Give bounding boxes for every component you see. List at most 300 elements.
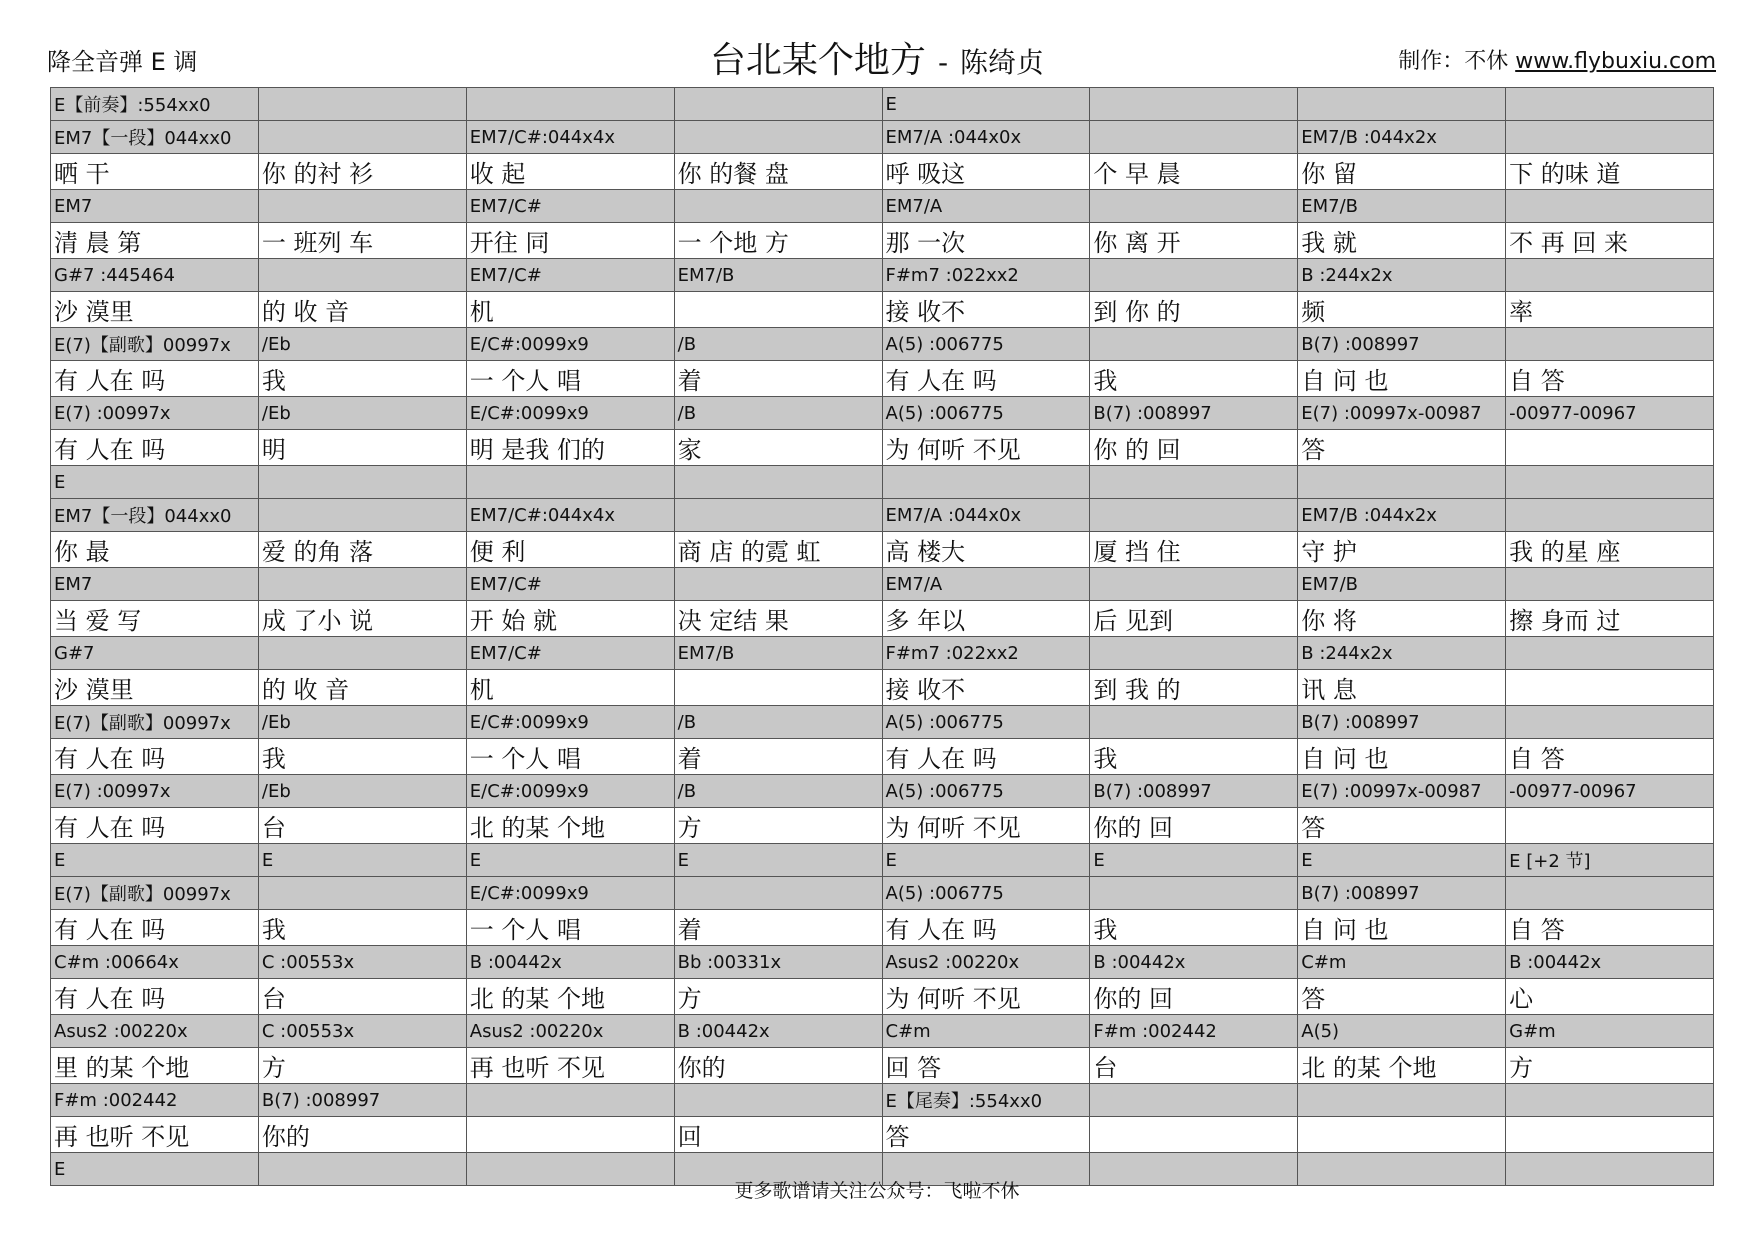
cell-text: 守 护 [1301, 538, 1357, 566]
cell-text: 率 [1509, 298, 1534, 326]
song-title: 台北某个地方 [709, 40, 926, 81]
lyric-cell [674, 1048, 882, 1084]
chord-cell [51, 328, 259, 361]
cell-text: /Eb [261, 780, 291, 802]
chord-cell [258, 877, 466, 910]
cell-text: A(5) :006775 [885, 780, 1004, 802]
lyric-cell [1090, 739, 1298, 775]
lyric-cell [258, 670, 466, 706]
cell-text: 沙 漠里 [54, 676, 134, 704]
chord-row [51, 88, 1714, 121]
cell-text: E(7) :00997x [54, 402, 171, 424]
chord-cell [1298, 88, 1506, 121]
chord-cell [258, 946, 466, 979]
cell-text: 着 [677, 367, 702, 395]
cell-text: A(5) [1301, 1020, 1340, 1042]
cell-text: C#m [885, 1020, 931, 1042]
lyric-cell [1298, 739, 1506, 775]
cell-text: /Eb [261, 402, 291, 424]
cell-text: 我 [1093, 367, 1118, 395]
chord-cell [466, 568, 674, 601]
lyric-cell [1506, 292, 1714, 328]
cell-text: F#m :002442 [1093, 1020, 1217, 1042]
cell-text: /B [677, 780, 697, 802]
chord-cell [674, 775, 882, 808]
cell-text: E [+2 节] [1509, 851, 1591, 872]
lyric-row [51, 670, 1714, 706]
cell-text: E [54, 849, 66, 871]
cell-text: 我 [261, 916, 286, 944]
chord-cell [674, 637, 882, 670]
cell-text: 答 [1301, 436, 1326, 464]
chord-cell [1506, 499, 1714, 532]
cell-text: 自 问 也 [1301, 916, 1389, 944]
chord-cell [466, 775, 674, 808]
lyric-cell [1506, 979, 1714, 1015]
lyric-cell [1298, 808, 1506, 844]
lyric-cell [1090, 670, 1298, 706]
lyric-row [51, 223, 1714, 259]
cell-text: E/C#:0099x9 [469, 882, 589, 904]
cell-text: 你 留 [1301, 160, 1357, 188]
chord-cell [1506, 190, 1714, 223]
chord-cell [51, 88, 259, 121]
cell-text: -00977-00967 [1509, 402, 1637, 424]
chord-cell [1090, 190, 1298, 223]
chord-cell [258, 1084, 466, 1117]
chord-cell [466, 88, 674, 121]
chord-cell [1506, 877, 1714, 910]
cell-text: 着 [677, 916, 702, 944]
cell-text: B(7) :008997 [1301, 711, 1420, 733]
cell-text: 方 [677, 814, 702, 842]
cell-text: 回 答 [885, 1054, 942, 1082]
cell-text: E [677, 849, 689, 871]
chord-cell [1090, 466, 1298, 499]
chord-cell [258, 259, 466, 292]
cell-text: E [261, 849, 274, 871]
chord-row [51, 946, 1714, 979]
chord-row [51, 190, 1714, 223]
chord-cell [1090, 637, 1298, 670]
maker-label: 制作：不休 [1398, 49, 1509, 74]
cell-text: 不 再 回 来 [1509, 229, 1629, 257]
cell-text: EM7/A :044x0x [885, 126, 1022, 148]
cell-text: G#7 [54, 642, 95, 664]
lyric-cell [882, 1048, 1090, 1084]
chord-row [51, 466, 1714, 499]
lyric-cell [258, 430, 466, 466]
chord-cell [466, 1015, 674, 1048]
lyric-cell [1506, 154, 1714, 190]
chord-cell [466, 1084, 674, 1117]
lyric-cell [674, 361, 882, 397]
chord-cell [674, 499, 882, 532]
cell-text: 有 人在 吗 [54, 916, 166, 944]
chord-cell [1298, 946, 1506, 979]
cell-text: 个 早 晨 [1093, 160, 1181, 188]
cell-text: B :00442x [1093, 951, 1186, 973]
chord-cell [1506, 397, 1714, 430]
cell-text: 后 见到 [1093, 607, 1174, 635]
lyric-row [51, 979, 1714, 1015]
chord-cell [1298, 877, 1506, 910]
cell-text: 家 [677, 436, 702, 464]
cell-text: G#m [1509, 1020, 1556, 1042]
chord-cell [1298, 844, 1506, 877]
cell-text: 答 [885, 1123, 910, 1151]
cell-text: C#m :00664x [54, 951, 179, 973]
cell-text: C :00553x [261, 951, 355, 973]
chord-cell [1090, 844, 1298, 877]
lyric-cell [1506, 670, 1714, 706]
cell-text: 一 个人 唱 [469, 916, 582, 944]
cell-text: 你 离 开 [1093, 229, 1181, 257]
lyric-cell [466, 1048, 674, 1084]
chord-cell [258, 88, 466, 121]
cell-text: 有 人在 吗 [54, 814, 166, 842]
chord-cell [1298, 190, 1506, 223]
cell-text: B :244x2x [1301, 642, 1393, 664]
cell-text: EM7/C#:044x4x [469, 126, 615, 148]
cell-text: /B [677, 333, 697, 355]
chord-cell [1506, 1084, 1714, 1117]
lyric-row [51, 910, 1714, 946]
chord-cell [882, 637, 1090, 670]
cell-text: 心 [1509, 985, 1534, 1013]
cell-text: 为 何听 不见 [885, 436, 1021, 464]
chord-cell [882, 844, 1090, 877]
cell-text: 方 [261, 1054, 286, 1082]
chord-row [51, 706, 1714, 739]
lyric-cell [51, 601, 259, 637]
lyric-cell [1090, 808, 1298, 844]
cell-text: 沙 漠里 [54, 298, 134, 326]
lyric-cell [466, 670, 674, 706]
lyric-cell [1090, 532, 1298, 568]
cell-text: E [1093, 849, 1105, 871]
chord-cell [1090, 877, 1298, 910]
chord-cell [1298, 259, 1506, 292]
cell-text: B(7) :008997 [1301, 333, 1420, 355]
cell-text: -00977-00967 [1509, 780, 1637, 802]
lyric-cell [674, 532, 882, 568]
lyric-cell [674, 670, 882, 706]
chord-sheet-table [50, 87, 1714, 1186]
lyric-cell [258, 292, 466, 328]
chord-cell [882, 88, 1090, 121]
cell-text: 为 何听 不见 [885, 985, 1021, 1013]
cell-text: 台 [261, 985, 286, 1013]
chord-cell [258, 190, 466, 223]
chord-cell [1090, 706, 1298, 739]
lyric-cell [1298, 670, 1506, 706]
cell-text: 再 也听 不见 [54, 1123, 190, 1151]
lyric-cell [1090, 223, 1298, 259]
cell-text: 方 [677, 985, 702, 1013]
cell-text: 回 [677, 1123, 702, 1151]
lyric-cell [1090, 979, 1298, 1015]
cell-text: 呼 吸这 [885, 160, 966, 188]
chord-cell [258, 775, 466, 808]
cell-text: F#m7 :022xx2 [885, 642, 1019, 664]
cell-text: 北 的某 个地 [469, 985, 606, 1013]
cell-text: EM7【一段】044xx0 [54, 128, 232, 149]
lyric-cell [1298, 910, 1506, 946]
chord-cell [882, 706, 1090, 739]
chord-row [51, 775, 1714, 808]
website-link[interactable]: www.flybuxiu.com [1515, 49, 1716, 74]
cell-text: 我 的星 座 [1509, 538, 1621, 566]
chord-cell [1298, 328, 1506, 361]
lyric-cell [674, 1117, 882, 1153]
lyric-cell [466, 739, 674, 775]
maker-credit [1398, 44, 1716, 75]
lyric-row [51, 532, 1714, 568]
cell-text: 决 定结 果 [677, 607, 789, 635]
cell-text: C :00553x [261, 1020, 355, 1042]
cell-text: EM7/C# [469, 642, 542, 664]
chord-cell [674, 946, 882, 979]
chord-cell [51, 190, 259, 223]
lyric-cell [466, 601, 674, 637]
lyric-cell [466, 292, 674, 328]
chord-cell [51, 877, 259, 910]
chord-cell [1506, 637, 1714, 670]
chord-cell [674, 121, 882, 154]
cell-text: B :00442x [677, 1020, 770, 1042]
lyric-cell [1506, 361, 1714, 397]
chord-cell [1506, 706, 1714, 739]
chord-cell [466, 190, 674, 223]
lyric-cell [466, 154, 674, 190]
chord-cell [1298, 775, 1506, 808]
cell-text: 一 个人 唱 [469, 367, 582, 395]
lyric-cell [51, 532, 259, 568]
cell-text: 商 店 的霓 虹 [677, 538, 821, 566]
cell-text: 自 答 [1509, 367, 1565, 395]
chord-cell [1506, 121, 1714, 154]
lyric-cell [882, 361, 1090, 397]
chord-cell [882, 190, 1090, 223]
chord-cell [674, 397, 882, 430]
cell-text: 有 人在 吗 [885, 367, 997, 395]
chord-cell [1298, 706, 1506, 739]
cell-text: 收 起 [469, 160, 526, 188]
lyric-row [51, 430, 1714, 466]
chord-cell [466, 397, 674, 430]
chord-cell [674, 568, 882, 601]
chord-cell [51, 844, 259, 877]
chord-cell [1090, 88, 1298, 121]
lyric-cell [1298, 292, 1506, 328]
cell-text: 擦 身而 过 [1509, 607, 1621, 635]
cell-text: 晒 干 [54, 160, 110, 188]
cell-text: 台 [1093, 1054, 1118, 1082]
footer-note: 更多歌谱请关注公众号：飞啦不休 [734, 1180, 1020, 1202]
cell-text: 你的 [261, 1123, 310, 1151]
lyric-row [51, 601, 1714, 637]
chord-cell [51, 1015, 259, 1048]
cell-text: 自 答 [1509, 745, 1565, 773]
chord-cell [1506, 568, 1714, 601]
cell-text: 你 的 回 [1093, 436, 1181, 464]
lyric-cell [674, 430, 882, 466]
cell-text: 自 问 也 [1301, 745, 1389, 773]
lyric-cell [882, 223, 1090, 259]
cell-text: B :00442x [1509, 951, 1602, 973]
cell-text: 你 将 [1301, 607, 1357, 635]
chord-cell [1090, 259, 1298, 292]
lyric-cell [51, 154, 259, 190]
cell-text: 有 人在 吗 [885, 916, 997, 944]
chord-cell [466, 946, 674, 979]
chord-cell [674, 466, 882, 499]
cell-text: 有 人在 吗 [54, 436, 166, 464]
lyric-cell [882, 808, 1090, 844]
lyric-cell [258, 1048, 466, 1084]
cell-text: EM7/C# [469, 264, 542, 286]
chord-cell [882, 568, 1090, 601]
lyric-cell [1506, 808, 1714, 844]
cell-text: 机 [469, 298, 494, 326]
chord-cell [1506, 946, 1714, 979]
cell-text: EM7/C# [469, 195, 542, 217]
chord-cell [1298, 499, 1506, 532]
chord-cell [1298, 568, 1506, 601]
chord-row [51, 637, 1714, 670]
cell-text: B :244x2x [1301, 264, 1393, 286]
chord-row [51, 121, 1714, 154]
lyric-cell [882, 739, 1090, 775]
lyric-cell [1090, 292, 1298, 328]
lyric-cell [258, 361, 466, 397]
cell-text: F#m7 :022xx2 [885, 264, 1019, 286]
cell-text: 成 了小 说 [261, 607, 374, 635]
chord-row [51, 397, 1714, 430]
lyric-row [51, 808, 1714, 844]
chord-cell [466, 466, 674, 499]
chord-cell [1298, 121, 1506, 154]
chord-cell [466, 499, 674, 532]
cell-text: 到 你 的 [1093, 298, 1181, 326]
cell-text: 你 的餐 盘 [677, 160, 789, 188]
cell-text: EM7/A [885, 195, 943, 217]
cell-text: 开 始 就 [469, 607, 558, 635]
lyric-cell [1298, 430, 1506, 466]
cell-text: Asus2 :00220x [469, 1020, 604, 1042]
cell-text: 清 晨 第 [54, 229, 142, 257]
cell-text: E/C#:0099x9 [469, 333, 589, 355]
chord-cell [1090, 397, 1298, 430]
chord-cell [466, 877, 674, 910]
lyric-cell [674, 739, 882, 775]
chord-cell [1506, 1015, 1714, 1048]
cell-text: EM7/C#:044x4x [469, 504, 615, 526]
chord-cell [51, 397, 259, 430]
chord-row [51, 259, 1714, 292]
chord-cell [258, 844, 466, 877]
chord-row [51, 499, 1714, 532]
lyric-cell [882, 292, 1090, 328]
cell-text: 便 利 [469, 538, 526, 566]
lyric-cell [1298, 1117, 1506, 1153]
lyric-cell [1506, 532, 1714, 568]
chord-cell [674, 877, 882, 910]
cell-text: EM7/B [1301, 573, 1359, 595]
lyric-cell [51, 1117, 259, 1153]
lyric-cell [466, 1117, 674, 1153]
cell-text: B(7) :008997 [261, 1089, 381, 1111]
lyric-cell [258, 223, 466, 259]
cell-text: 那 一次 [885, 229, 966, 257]
cell-text: Asus2 :00220x [54, 1020, 188, 1042]
cell-text: 你的 回 [1093, 985, 1174, 1013]
lyric-row [51, 1048, 1714, 1084]
cell-text: EM7/B [1301, 195, 1359, 217]
lyric-cell [674, 601, 882, 637]
chord-cell [258, 637, 466, 670]
cell-text: 答 [1301, 814, 1326, 842]
chord-row [51, 844, 1714, 877]
cell-text: EM7 [54, 195, 93, 217]
lyric-cell [674, 223, 882, 259]
cell-text: E(7)【副歌】00997x [54, 335, 231, 356]
lyric-cell [1298, 361, 1506, 397]
cell-text: E(7)【副歌】00997x [54, 713, 231, 734]
lyric-cell [258, 154, 466, 190]
lyric-cell [674, 979, 882, 1015]
cell-text: E [54, 1158, 66, 1180]
chord-cell [882, 1084, 1090, 1117]
chord-cell [51, 499, 259, 532]
cell-text: EM7/B :044x2x [1301, 504, 1437, 526]
chord-cell [674, 88, 882, 121]
chord-cell [1506, 88, 1714, 121]
chord-cell [258, 1015, 466, 1048]
chord-row [51, 568, 1714, 601]
lyric-cell [1298, 532, 1506, 568]
lyric-cell [1506, 910, 1714, 946]
cell-text: 我 [1093, 745, 1118, 773]
cell-text: EM7【一段】044xx0 [54, 506, 232, 527]
lyric-cell [1090, 361, 1298, 397]
chord-cell [674, 1084, 882, 1117]
key-note: 降全音弹 E 调 [47, 48, 198, 76]
artist-name: 陈绮贞 [960, 46, 1045, 79]
cell-text: B(7) :008997 [1093, 780, 1212, 802]
chord-cell [1090, 1015, 1298, 1048]
cell-text: F#m :002442 [54, 1089, 178, 1111]
cell-text: 接 收不 [885, 298, 966, 326]
chord-cell [466, 121, 674, 154]
cell-text: E [885, 93, 897, 115]
cell-text: 你 最 [54, 538, 110, 566]
title-separator: - [937, 46, 949, 79]
chord-cell [1090, 1084, 1298, 1117]
cell-text: 有 人在 吗 [54, 985, 166, 1013]
lyric-row [51, 154, 1714, 190]
lyric-cell [1298, 223, 1506, 259]
chord-cell [882, 499, 1090, 532]
cell-text: 有 人在 吗 [885, 745, 997, 773]
cell-text: /B [677, 402, 697, 424]
cell-text: E/C#:0099x9 [469, 402, 589, 424]
chord-cell [1298, 397, 1506, 430]
cell-text: /Eb [261, 711, 291, 733]
cell-text: 爱 的角 落 [261, 538, 374, 566]
lyric-cell [1506, 430, 1714, 466]
